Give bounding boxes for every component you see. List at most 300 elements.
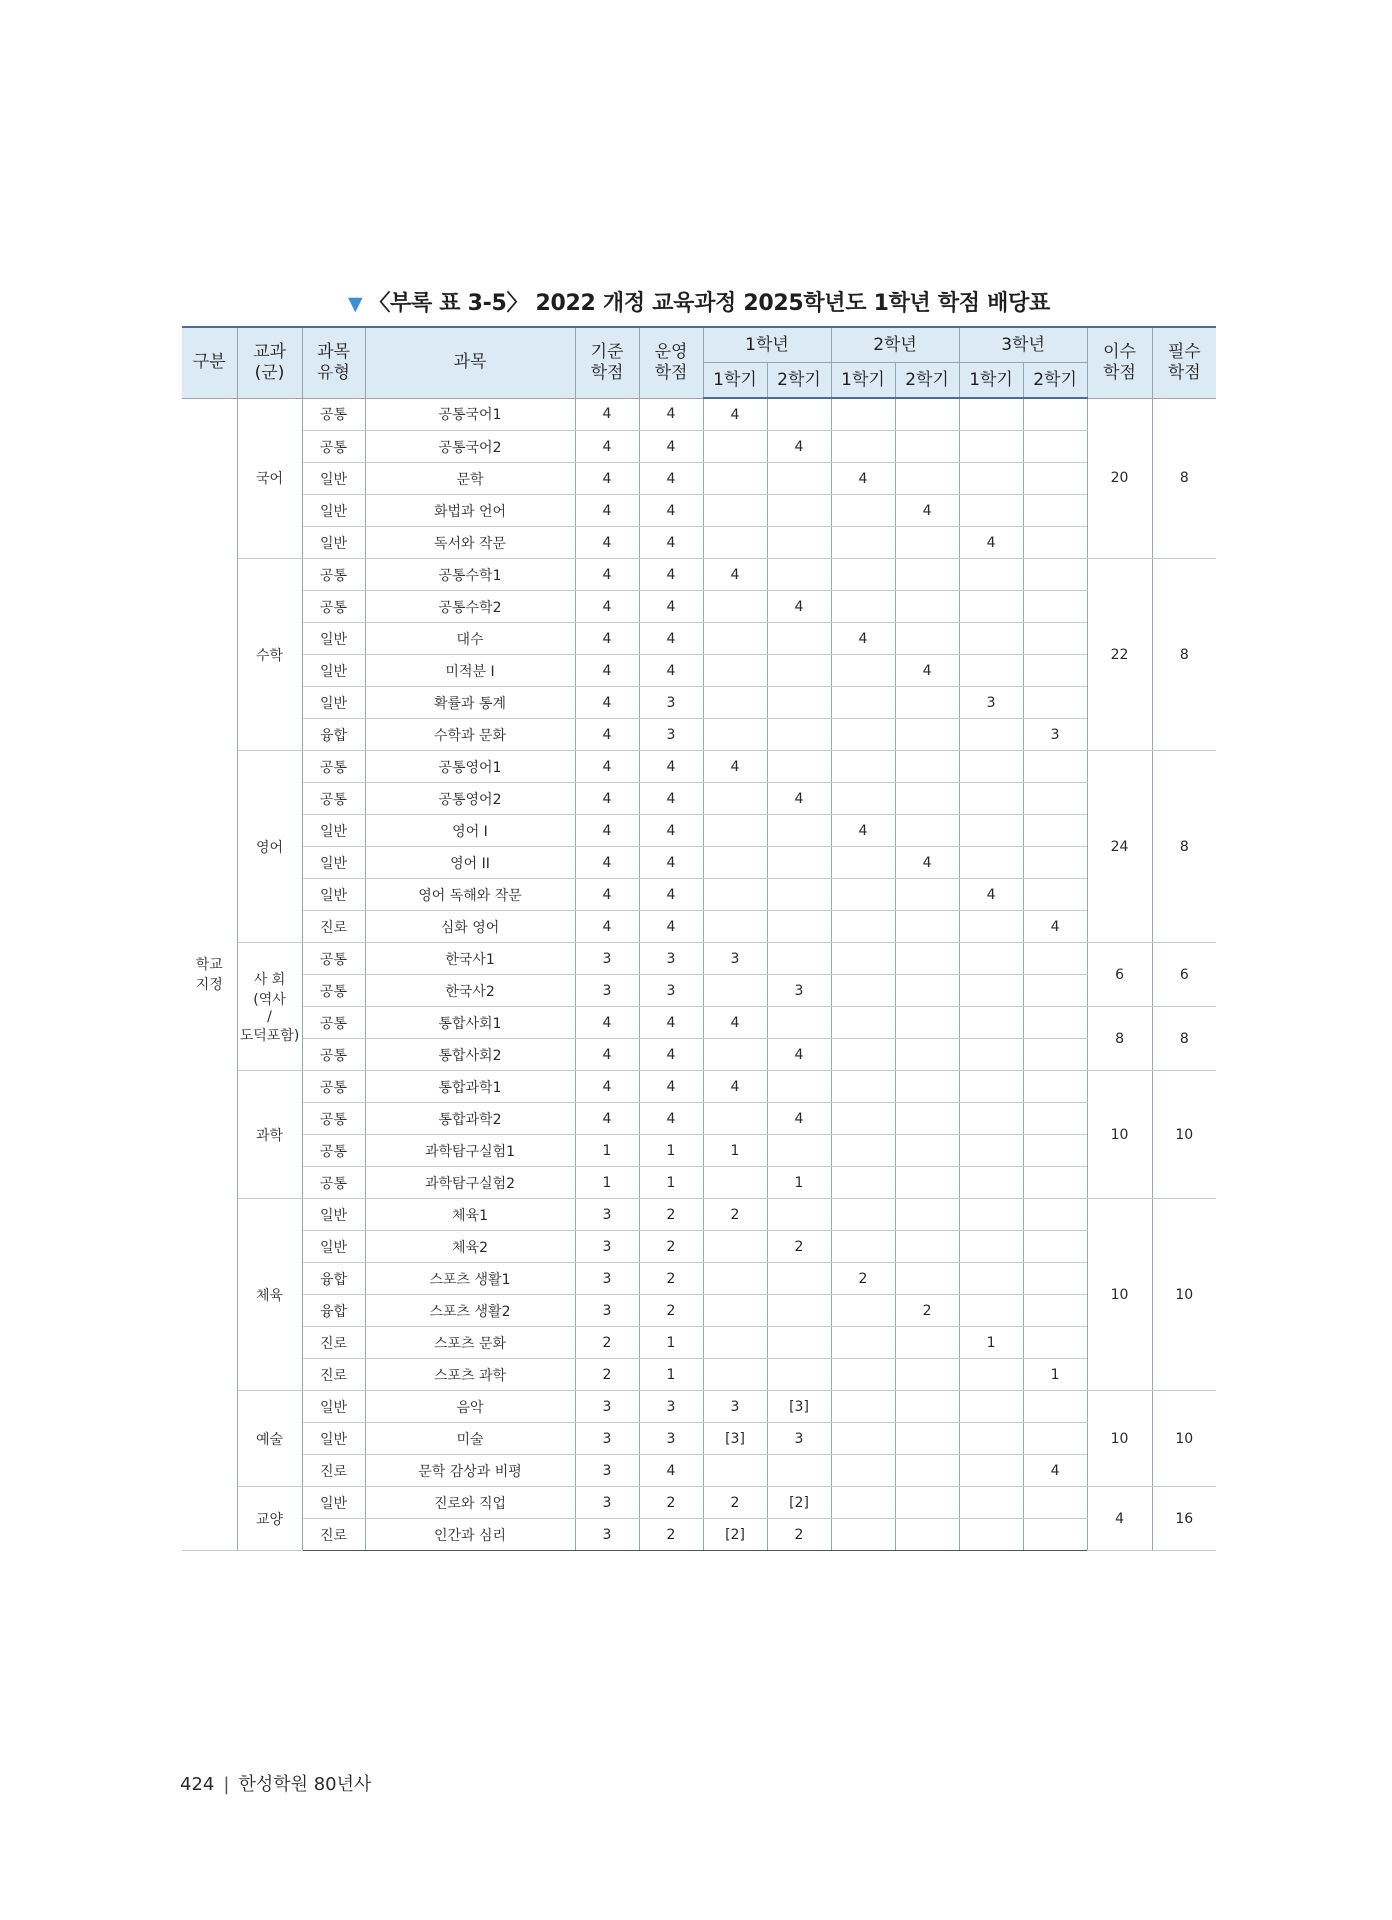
standard-credits-cell: 4 xyxy=(575,1103,639,1135)
subject-type-cell: 일반 xyxy=(302,687,365,719)
table-row xyxy=(182,527,1216,559)
earned-credits-cell: 22 xyxy=(1087,559,1152,751)
subject-name-cell: 음악 xyxy=(365,1391,575,1423)
semester-credit-cell xyxy=(959,1199,1023,1231)
subject-type-cell: 융합 xyxy=(302,1295,365,1327)
semester-credit-cell xyxy=(959,911,1023,943)
header-g1-sem1: 1학기 xyxy=(703,363,767,399)
semester-credit-cell xyxy=(895,1391,959,1423)
required-credits-cell: 16 xyxy=(1152,1487,1216,1551)
semester-credit-cell xyxy=(895,1231,959,1263)
semester-credit-cell xyxy=(831,655,895,687)
semester-credit-cell xyxy=(895,879,959,911)
semester-credit-cell xyxy=(1023,495,1087,527)
operated-credits-cell: 4 xyxy=(639,623,703,655)
standard-credits-cell: 4 xyxy=(575,879,639,911)
required-credits-cell: 10 xyxy=(1152,1071,1216,1199)
subject-name-cell: 영어 II xyxy=(365,847,575,879)
standard-credits-cell: 4 xyxy=(575,527,639,559)
table-row xyxy=(182,1135,1216,1167)
semester-credit-cell xyxy=(895,1199,959,1231)
operated-credits-cell: 4 xyxy=(639,655,703,687)
table-row xyxy=(182,1231,1216,1263)
subject-type-cell: 일반 xyxy=(302,1487,365,1519)
table-row xyxy=(182,398,1216,431)
semester-credit-cell xyxy=(767,751,831,783)
subject-name-cell: 공통국어1 xyxy=(365,398,575,431)
semester-credit-cell: 4 xyxy=(767,1103,831,1135)
semester-credit-cell xyxy=(1023,879,1087,911)
semester-credit-cell xyxy=(959,1007,1023,1039)
semester-credit-cell xyxy=(831,719,895,751)
table-row xyxy=(182,783,1216,815)
semester-credit-cell xyxy=(959,463,1023,495)
standard-credits-cell: 4 xyxy=(575,847,639,879)
subject-name-cell: 미술 xyxy=(365,1423,575,1455)
subject-type-cell: 공통 xyxy=(302,1071,365,1103)
standard-credits-cell: 3 xyxy=(575,1295,639,1327)
semester-credit-cell xyxy=(703,975,767,1007)
subject-type-cell: 진로 xyxy=(302,1519,365,1551)
table-row xyxy=(182,1039,1216,1071)
subject-name-cell: 한국사2 xyxy=(365,975,575,1007)
earned-credits-cell: 10 xyxy=(1087,1391,1152,1487)
semester-credit-cell xyxy=(895,751,959,783)
subject-name-cell: 문학 감상과 비평 xyxy=(365,1455,575,1487)
semester-credit-cell xyxy=(959,398,1023,431)
standard-credits-cell: 4 xyxy=(575,495,639,527)
operated-credits-cell: 4 xyxy=(639,495,703,527)
subject-type-cell: 일반 xyxy=(302,847,365,879)
subject-type-cell: 공통 xyxy=(302,559,365,591)
standard-credits-cell: 3 xyxy=(575,1423,639,1455)
semester-credit-cell xyxy=(1023,1007,1087,1039)
semester-credit-cell xyxy=(1023,1135,1087,1167)
semester-credit-cell: 4 xyxy=(703,398,767,431)
operated-credits-cell: 4 xyxy=(639,527,703,559)
semester-credit-cell xyxy=(831,879,895,911)
semester-credit-cell xyxy=(959,847,1023,879)
operated-credits-cell: 2 xyxy=(639,1231,703,1263)
header-g2-sem1: 1학기 xyxy=(831,363,895,399)
table-title xyxy=(182,286,1216,317)
subject-name-cell: 통합과학1 xyxy=(365,1071,575,1103)
semester-credit-cell xyxy=(1023,398,1087,431)
semester-credit-cell xyxy=(1023,687,1087,719)
semester-credit-cell xyxy=(1023,463,1087,495)
semester-credit-cell xyxy=(959,591,1023,623)
table-row xyxy=(182,815,1216,847)
header-standard-credits: 기준 학점 xyxy=(575,327,639,398)
standard-credits-cell: 4 xyxy=(575,463,639,495)
subject-type-cell: 공통 xyxy=(302,751,365,783)
semester-credit-cell xyxy=(959,559,1023,591)
semester-credit-cell xyxy=(703,879,767,911)
semester-credit-cell xyxy=(831,1487,895,1519)
semester-credit-cell xyxy=(959,655,1023,687)
subject-name-cell: 공통영어2 xyxy=(365,783,575,815)
subject-group-cell: 사 회 (역사 / 도덕포함) xyxy=(237,943,302,1071)
table-row xyxy=(182,463,1216,495)
table-row xyxy=(182,1423,1216,1455)
semester-credit-cell xyxy=(703,655,767,687)
semester-credit-cell xyxy=(831,1071,895,1103)
operated-credits-cell: 4 xyxy=(639,1071,703,1103)
semester-credit-cell: 2 xyxy=(767,1231,831,1263)
operated-credits-cell: 3 xyxy=(639,687,703,719)
semester-credit-cell xyxy=(1023,1391,1087,1423)
subject-name-cell: 대수 xyxy=(365,623,575,655)
required-credits-cell: 8 xyxy=(1152,398,1216,559)
operated-credits-cell: 3 xyxy=(639,1391,703,1423)
table-row xyxy=(182,1487,1216,1519)
table-row xyxy=(182,1327,1216,1359)
semester-credit-cell xyxy=(767,719,831,751)
semester-credit-cell: 3 xyxy=(959,687,1023,719)
subject-group-cell: 과학 xyxy=(237,1071,302,1199)
table-row xyxy=(182,847,1216,879)
earned-credits-cell: 20 xyxy=(1087,398,1152,559)
operated-credits-cell: 4 xyxy=(639,815,703,847)
table-row xyxy=(182,879,1216,911)
semester-credit-cell xyxy=(959,1295,1023,1327)
standard-credits-cell: 2 xyxy=(575,1359,639,1391)
semester-credit-cell xyxy=(959,1359,1023,1391)
semester-credit-cell xyxy=(767,1135,831,1167)
subject-name-cell: 스포츠 생활2 xyxy=(365,1295,575,1327)
semester-credit-cell xyxy=(895,1071,959,1103)
subject-type-cell: 공통 xyxy=(302,1103,365,1135)
subject-name-cell: 독서와 작문 xyxy=(365,527,575,559)
semester-credit-cell: 4 xyxy=(703,1071,767,1103)
subject-name-cell: 미적분 I xyxy=(365,655,575,687)
semester-credit-cell xyxy=(895,1327,959,1359)
subject-name-cell: 영어 I xyxy=(365,815,575,847)
semester-credit-cell xyxy=(959,1455,1023,1487)
table-row xyxy=(182,559,1216,591)
earned-credits-cell: 4 xyxy=(1087,1487,1152,1551)
semester-credit-cell xyxy=(831,1103,895,1135)
semester-credit-cell xyxy=(959,975,1023,1007)
semester-credit-cell: 4 xyxy=(895,847,959,879)
semester-credit-cell: 3 xyxy=(1023,719,1087,751)
subject-name-cell: 스포츠 생활1 xyxy=(365,1263,575,1295)
semester-credit-cell xyxy=(1023,1039,1087,1071)
table-row xyxy=(182,943,1216,975)
required-credits-cell: 10 xyxy=(1152,1391,1216,1487)
subject-type-cell: 공통 xyxy=(302,1039,365,1071)
table-row xyxy=(182,975,1216,1007)
semester-credit-cell xyxy=(959,719,1023,751)
standard-credits-cell: 3 xyxy=(575,975,639,1007)
subject-type-cell: 일반 xyxy=(302,815,365,847)
subject-type-cell: 공통 xyxy=(302,943,365,975)
semester-credit-cell xyxy=(895,1455,959,1487)
subject-group-cell: 국어 xyxy=(237,398,302,559)
semester-credit-cell xyxy=(959,1231,1023,1263)
semester-credit-cell xyxy=(895,719,959,751)
semester-credit-cell xyxy=(959,431,1023,463)
semester-credit-cell xyxy=(767,879,831,911)
semester-credit-cell: 4 xyxy=(767,431,831,463)
semester-credit-cell xyxy=(959,1391,1023,1423)
semester-credit-cell xyxy=(1023,1423,1087,1455)
operated-credits-cell: 4 xyxy=(639,783,703,815)
operated-credits-cell: 1 xyxy=(639,1359,703,1391)
semester-credit-cell xyxy=(1023,431,1087,463)
semester-credit-cell xyxy=(895,623,959,655)
table-row xyxy=(182,431,1216,463)
semester-credit-cell xyxy=(1023,1103,1087,1135)
semester-credit-cell: 2 xyxy=(831,1263,895,1295)
semester-credit-cell xyxy=(895,591,959,623)
semester-credit-cell: 1 xyxy=(959,1327,1023,1359)
table-row xyxy=(182,1071,1216,1103)
semester-credit-cell: 4 xyxy=(831,463,895,495)
header-gubun: 구분 xyxy=(182,327,237,398)
semester-credit-cell xyxy=(703,1327,767,1359)
table-row xyxy=(182,1007,1216,1039)
semester-credit-cell xyxy=(1023,1327,1087,1359)
header-earned-credits: 이수 학점 xyxy=(1087,327,1152,398)
header-g3-sem2: 2학기 xyxy=(1023,363,1087,399)
semester-credit-cell xyxy=(767,1295,831,1327)
subject-name-cell: 체육2 xyxy=(365,1231,575,1263)
semester-credit-cell xyxy=(831,1391,895,1423)
standard-credits-cell: 3 xyxy=(575,1519,639,1551)
semester-credit-cell xyxy=(1023,815,1087,847)
operated-credits-cell: 4 xyxy=(639,751,703,783)
subject-name-cell: 한국사1 xyxy=(365,943,575,975)
table-row xyxy=(182,1295,1216,1327)
semester-credit-cell xyxy=(767,495,831,527)
standard-credits-cell: 4 xyxy=(575,623,639,655)
table-row xyxy=(182,1359,1216,1391)
semester-credit-cell: [2] xyxy=(703,1519,767,1551)
subject-name-cell: 스포츠 과학 xyxy=(365,1359,575,1391)
operated-credits-cell: 1 xyxy=(639,1135,703,1167)
table-row xyxy=(182,719,1216,751)
semester-credit-cell: 4 xyxy=(767,1039,831,1071)
semester-credit-cell: 4 xyxy=(959,879,1023,911)
subject-name-cell: 인간과 심리 xyxy=(365,1519,575,1551)
subject-type-cell: 공통 xyxy=(302,975,365,1007)
subject-type-cell: 공통 xyxy=(302,1167,365,1199)
semester-credit-cell xyxy=(959,1039,1023,1071)
standard-credits-cell: 1 xyxy=(575,1167,639,1199)
table-row xyxy=(182,1263,1216,1295)
semester-credit-cell xyxy=(959,1135,1023,1167)
operated-credits-cell: 1 xyxy=(639,1167,703,1199)
subject-name-cell: 스포츠 문화 xyxy=(365,1327,575,1359)
subject-type-cell: 공통 xyxy=(302,1135,365,1167)
semester-credit-cell xyxy=(831,431,895,463)
semester-credit-cell xyxy=(895,783,959,815)
semester-credit-cell: 4 xyxy=(895,495,959,527)
semester-credit-cell: 4 xyxy=(1023,911,1087,943)
semester-credit-cell xyxy=(1023,783,1087,815)
semester-credit-cell xyxy=(895,1103,959,1135)
table-body xyxy=(182,398,1216,1551)
semester-credit-cell xyxy=(767,463,831,495)
semester-credit-cell xyxy=(895,431,959,463)
standard-credits-cell: 4 xyxy=(575,911,639,943)
semester-credit-cell xyxy=(703,1039,767,1071)
operated-credits-cell: 3 xyxy=(639,1423,703,1455)
semester-credit-cell xyxy=(703,815,767,847)
standard-credits-cell: 2 xyxy=(575,1327,639,1359)
subject-type-cell: 공통 xyxy=(302,783,365,815)
standard-credits-cell: 3 xyxy=(575,1391,639,1423)
semester-credit-cell xyxy=(959,1423,1023,1455)
semester-credit-cell xyxy=(895,1135,959,1167)
header-operated-credits: 운영 학점 xyxy=(639,327,703,398)
earned-credits-cell: 24 xyxy=(1087,751,1152,943)
subject-type-cell: 일반 xyxy=(302,1199,365,1231)
operated-credits-cell: 4 xyxy=(639,879,703,911)
subject-name-cell: 과학탐구실험2 xyxy=(365,1167,575,1199)
required-credits-cell: 10 xyxy=(1152,1199,1216,1391)
semester-credit-cell xyxy=(703,783,767,815)
subject-type-cell: 일반 xyxy=(302,463,365,495)
semester-credit-cell xyxy=(831,1359,895,1391)
semester-credit-cell xyxy=(767,1007,831,1039)
semester-credit-cell xyxy=(703,591,767,623)
semester-credit-cell: 1 xyxy=(703,1135,767,1167)
semester-credit-cell xyxy=(767,623,831,655)
semester-credit-cell: [2] xyxy=(767,1487,831,1519)
semester-credit-cell xyxy=(767,911,831,943)
semester-credit-cell: 2 xyxy=(703,1487,767,1519)
standard-credits-cell: 4 xyxy=(575,591,639,623)
footer-separator: | xyxy=(223,1774,230,1795)
semester-credit-cell xyxy=(767,1455,831,1487)
earned-credits-cell: 8 xyxy=(1087,1007,1152,1071)
operated-credits-cell: 4 xyxy=(639,431,703,463)
header-g3-sem1: 1학기 xyxy=(959,363,1023,399)
semester-credit-cell xyxy=(895,1519,959,1551)
table-title-text: 〈부록 표 3-5〉 2022 개정 교육과정 2025학년도 1학년 학점 배당표 xyxy=(368,291,1050,316)
standard-credits-cell: 3 xyxy=(575,1455,639,1487)
subject-name-cell: 문학 xyxy=(365,463,575,495)
semester-credit-cell xyxy=(767,1327,831,1359)
header-g2-sem2: 2학기 xyxy=(895,363,959,399)
subject-name-cell: 진로와 직업 xyxy=(365,1487,575,1519)
semester-credit-cell xyxy=(703,687,767,719)
operated-credits-cell: 4 xyxy=(639,847,703,879)
standard-credits-cell: 3 xyxy=(575,1487,639,1519)
table-row xyxy=(182,687,1216,719)
subject-group-cell: 수학 xyxy=(237,559,302,751)
semester-credit-cell xyxy=(767,815,831,847)
subject-type-cell: 일반 xyxy=(302,1423,365,1455)
semester-credit-cell xyxy=(831,495,895,527)
semester-credit-cell xyxy=(831,751,895,783)
table-row xyxy=(182,1519,1216,1551)
semester-credit-cell xyxy=(703,495,767,527)
subject-name-cell: 화법과 언어 xyxy=(365,495,575,527)
semester-credit-cell xyxy=(895,815,959,847)
semester-credit-cell: 4 xyxy=(831,623,895,655)
semester-credit-cell: 4 xyxy=(831,815,895,847)
subject-name-cell: 공통수학1 xyxy=(365,559,575,591)
table-row xyxy=(182,1199,1216,1231)
semester-credit-cell xyxy=(831,591,895,623)
standard-credits-cell: 3 xyxy=(575,943,639,975)
semester-credit-cell xyxy=(831,975,895,1007)
gubun-cell: 학교 지정 xyxy=(182,398,237,1551)
semester-credit-cell xyxy=(1023,1295,1087,1327)
semester-credit-cell xyxy=(703,463,767,495)
subject-type-cell: 공통 xyxy=(302,1007,365,1039)
semester-credit-cell: 3 xyxy=(703,1391,767,1423)
semester-credit-cell xyxy=(767,847,831,879)
operated-credits-cell: 2 xyxy=(639,1519,703,1551)
operated-credits-cell: 4 xyxy=(639,1039,703,1071)
semester-credit-cell xyxy=(1023,1231,1087,1263)
standard-credits-cell: 4 xyxy=(575,1039,639,1071)
semester-credit-cell xyxy=(831,559,895,591)
subject-type-cell: 일반 xyxy=(302,1231,365,1263)
standard-credits-cell: 3 xyxy=(575,1199,639,1231)
semester-credit-cell xyxy=(895,559,959,591)
semester-credit-cell xyxy=(895,975,959,1007)
subject-name-cell: 통합사회1 xyxy=(365,1007,575,1039)
required-credits-cell: 8 xyxy=(1152,1007,1216,1071)
subject-type-cell: 공통 xyxy=(302,398,365,431)
semester-credit-cell: 4 xyxy=(703,751,767,783)
table-row xyxy=(182,655,1216,687)
semester-credit-cell: 4 xyxy=(1023,1455,1087,1487)
table-row xyxy=(182,1455,1216,1487)
standard-credits-cell: 4 xyxy=(575,719,639,751)
operated-credits-cell: 2 xyxy=(639,1487,703,1519)
semester-credit-cell xyxy=(1023,1487,1087,1519)
semester-credit-cell xyxy=(959,815,1023,847)
semester-credit-cell xyxy=(767,1071,831,1103)
standard-credits-cell: 3 xyxy=(575,1263,639,1295)
semester-credit-cell xyxy=(831,783,895,815)
semester-credit-cell xyxy=(831,1007,895,1039)
semester-credit-cell xyxy=(895,398,959,431)
subject-name-cell: 통합과학2 xyxy=(365,1103,575,1135)
semester-credit-cell xyxy=(1023,1199,1087,1231)
semester-credit-cell xyxy=(1023,847,1087,879)
semester-credit-cell xyxy=(831,1167,895,1199)
credit-allocation-table xyxy=(182,326,1216,1551)
semester-credit-cell xyxy=(1023,1263,1087,1295)
semester-credit-cell xyxy=(959,1071,1023,1103)
semester-credit-cell xyxy=(767,1199,831,1231)
semester-credit-cell xyxy=(895,1263,959,1295)
table-row xyxy=(182,911,1216,943)
operated-credits-cell: 2 xyxy=(639,1263,703,1295)
semester-credit-cell xyxy=(831,1423,895,1455)
semester-credit-cell xyxy=(767,1359,831,1391)
subject-name-cell: 통합사회2 xyxy=(365,1039,575,1071)
semester-credit-cell: 3 xyxy=(703,943,767,975)
semester-credit-cell xyxy=(767,1263,831,1295)
subject-name-cell: 과학탐구실험1 xyxy=(365,1135,575,1167)
subject-name-cell: 공통국어2 xyxy=(365,431,575,463)
triangle-down-icon: ▼ xyxy=(348,293,363,315)
page-footer xyxy=(180,1770,371,1796)
semester-credit-cell xyxy=(703,911,767,943)
semester-credit-cell xyxy=(767,398,831,431)
semester-credit-cell xyxy=(831,1327,895,1359)
operated-credits-cell: 2 xyxy=(639,1199,703,1231)
operated-credits-cell: 4 xyxy=(639,398,703,431)
